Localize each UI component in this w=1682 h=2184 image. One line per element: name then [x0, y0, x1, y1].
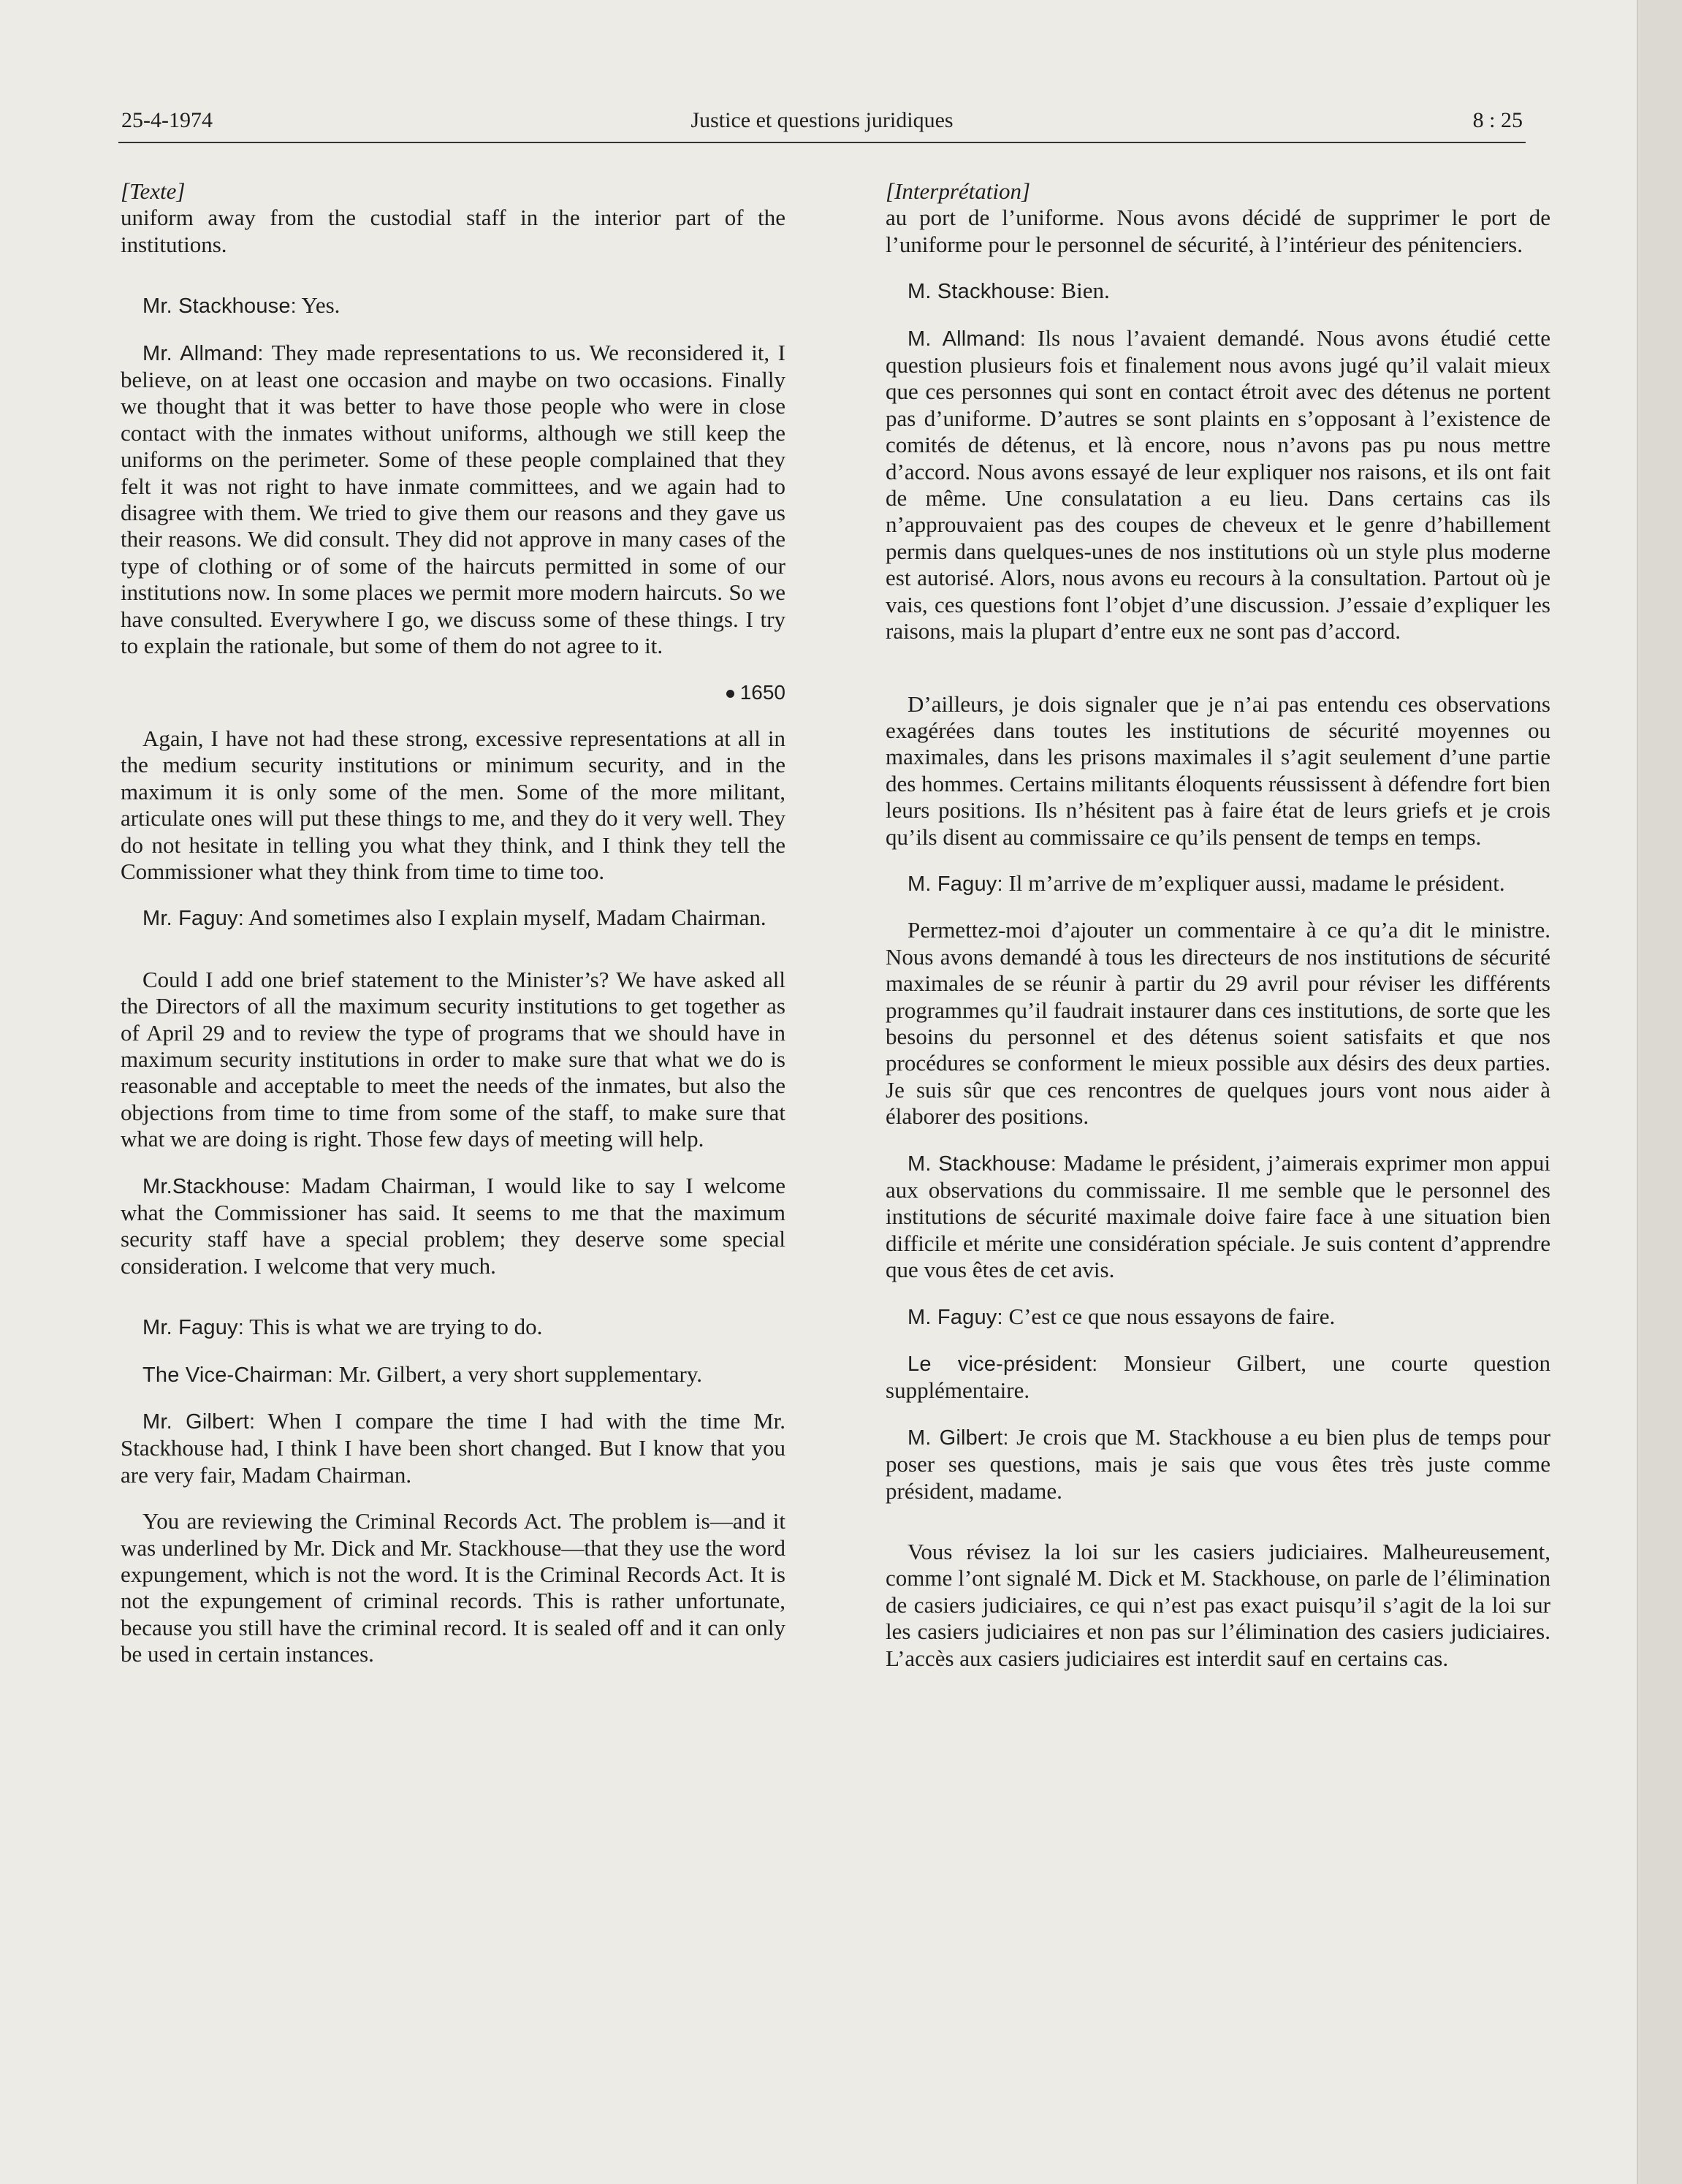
column-label: [Texte]	[121, 178, 186, 204]
header-page-number: 8 : 25	[1472, 108, 1523, 132]
speaker-name: Mr. Allmand:	[142, 341, 264, 365]
running-header	[118, 101, 1526, 143]
speech-text: Yes.	[296, 292, 340, 319]
speech-text: Mr. Gilbert, a very short supplementary.	[332, 1361, 703, 1387]
column-label: [Interprétation]	[886, 178, 1031, 204]
speech-text: Monsieur Gilbert, une courte question supplémentaire.	[886, 1350, 1550, 1404]
speaker-name: M. Faguy:	[907, 1305, 1003, 1329]
paragraph	[121, 1173, 785, 1280]
paragraph: Permettez-moi d’ajouter un commentaire à ce qu’a dit le ministre. Nous avons demandé à tous les directeurs de nos institutions de sécurité maximales de se réunir à partir du 29 avril pour réviser les différents programmes qu’il faudrait instaurer dans ces institutions, de sorte que les besoins du personnel et des détenus soient satisfaits et que nos procédures se conforment le mieux possible aux désirs des deux parties. Je suis sûr que ces rencontres de quelques jours vont nous aider à élaborer des positions.	[886, 917, 1550, 1130]
header-date: 25-4-1974	[121, 108, 213, 132]
paragraph	[121, 292, 785, 319]
speaker-name: Mr. Faguy:	[142, 907, 244, 931]
speaker-name: Le vice-président:	[907, 1352, 1098, 1377]
speaker-name: M. Stackhouse:	[907, 1152, 1057, 1176]
paragraph: uniform away from the custodial staff in the interior part of the institutions.	[121, 205, 785, 257]
speaker-name: Mr. Faguy:	[142, 1316, 244, 1340]
paragraph	[886, 870, 1550, 897]
speaker-name: M. Allmand:	[907, 327, 1026, 351]
speaker-name: Mr.Stackhouse:	[142, 1174, 291, 1198]
english-column	[121, 178, 785, 1688]
paragraph	[886, 1424, 1550, 1504]
bullet-icon	[726, 690, 734, 698]
speech-text: And sometimes also I explain myself, Madam Chairman.	[244, 905, 766, 931]
page-edge	[1637, 0, 1682, 2184]
paragraph	[886, 1304, 1550, 1331]
timestamp-value: 1650	[739, 680, 785, 704]
speaker-name: M. Faguy:	[907, 872, 1003, 896]
paragraph	[886, 325, 1550, 645]
speech-text: This is what we are trying to do.	[244, 1314, 543, 1340]
speech-text: They made representations to us. We reconsidered it, I believe, on at least one occasion and maybe on two occasions. Finally we thought that it was better to have those people who were in close contact with the inmates without uniforms, although we still keep the uniforms on the perimeter. Some of these people complained that they felt it was not right to have inmate committees, and we again had to disagree with them. We tried to give them our reasons and they gave us their reasons. We did consult. They did not approve in many cases of the type of clothing or of some of the haircuts permitted in some of our institutions now. In some places we permit more modern haircuts. So we have consulted. Everywhere I go, we discuss some of these things. I try to explain the rationale, but some of them do not agree to it.	[121, 339, 785, 659]
paragraph	[121, 1408, 785, 1488]
speech-text: Il m’arrive de m’expliquer aussi, madame le président.	[1002, 870, 1505, 896]
timestamp	[121, 680, 785, 706]
paragraph: au port de l’uniforme. Nous avons décidé de supprimer le port de l’uniforme pour le personnel de sécurité, à l’intérieur des pénitenciers.	[886, 205, 1550, 257]
paragraph: You are reviewing the Criminal Records Act. The problem is—and it was underlined by Mr. Dick and Mr. Stackhouse—that they use the word expungement, which is not the word. It is the Criminal Records Act. It is not the expungement of criminal records. This is rather unfortunate, because you still have the criminal record. It is sealed off and it can only be used in certain instances.	[121, 1508, 785, 1667]
paragraph: Vous révisez la loi sur les casiers judiciaires. Malheureusement, comme l’ont signalé M. Dick et M. Stackhouse, on parle de l’élimination de casiers judiciaires, ce qui n’est pas exact puisqu’il s’agit de la loi sur les casiers judiciaires et non pas sur l’élimination des casiers judiciaires. L’accès aux casiers judiciaires est interdit sauf en certains cas.	[886, 1539, 1550, 1671]
speaker-name: The Vice-Chairman:	[142, 1363, 333, 1387]
paragraph	[886, 278, 1550, 305]
paragraph	[121, 1361, 785, 1388]
speech-text: When I compare the time I had with the time Mr. Stackhouse had, I think I have been short changed. But I know that you are very fair, Madam Chairman.	[121, 1408, 785, 1488]
paragraph	[121, 1314, 785, 1341]
speaker-name: Mr. Stackhouse:	[142, 294, 297, 319]
paragraph: Again, I have not had these strong, excessive representations at all in the medium security institutions or minimum security, and in the maximum it is only some of the men. Some of the more militant, articulate ones will put these things to me, and they do it very well. They do not hesitate in telling you what they think, and I think they tell the Commissioner what they think from time to time too.	[121, 725, 785, 884]
speech-text: Madam Chairman, I would like to say I welcome what the Commissioner has said. It seems to me that the maximum security staff have a special problem; they deserve some special consideration. I welcome that very much.	[121, 1172, 785, 1279]
paragraph	[121, 905, 785, 932]
paragraph	[886, 1350, 1550, 1404]
speech-text: Madame le président, j’aimerais exprimer mon appui aux observations du commissaire. Il me semble que le personnel des institutions de sécurité maximale doive faire face à une situation bien difficile et mérite une considération spéciale. Je suis content d’apprendre que vous êtes de cet avis.	[886, 1149, 1551, 1283]
paragraph	[121, 340, 785, 660]
paragraph: D’ailleurs, je dois signaler que je n’ai pas entendu ces observations exagérées dans toutes les institutions de sécurité moyennes ou maximales, dans les prisons maximales il s’agit seulement d’une partie des hommes. Certains militants éloquents réussissent à défendre fort bien leurs positions. Ils n’hésitent pas à faire état de leurs griefs et je crois qu’ils disent au commissaire ce qu’ils pensent de temps en temps.	[886, 690, 1550, 850]
paragraph: Could I add one brief statement to the Minister’s? We have asked all the Directors of all the maximum security institutions to get together as of April 29 and to review the type of programs that we should have in maximum security institutions in order to make sure that what we do is reasonable and acceptable to meet the needs of the inmates, but also the objections from time to time from some of the staff, to make sure that what we are doing is right. Those few days of meeting will help.	[121, 966, 785, 1152]
header-title: Justice et questions juridiques	[690, 108, 954, 132]
speaker-name: M. Stackhouse:	[907, 280, 1056, 304]
paragraph	[886, 1150, 1550, 1284]
speaker-name: Mr. Gilbert:	[142, 1410, 256, 1434]
french-column	[886, 178, 1550, 1692]
speech-text: Je crois que M. Stackhouse a eu bien plus de temps pour poser ses questions, mais je sais que vous êtes très juste comme président, madame.	[886, 1423, 1550, 1504]
speech-text: C’est ce que nous essayons de faire.	[1002, 1303, 1336, 1329]
speech-text: Bien.	[1055, 278, 1110, 304]
speaker-name: M. Gilbert:	[907, 1426, 1009, 1450]
speech-text: Ils nous l’avaient demandé. Nous avons étudié cette question plusieurs fois et finalement nous avons jugé qu’il valait mieux que ces personnes qui sont en contact étroit avec des détenus ne portent pas d’uniforme. D’autres se sont plaints en s’opposant à l’existence de comités de détenus, et là encore, nous n’avons pas pu nous mettre d’accord. Nous avons essayé de leur expliquer nos raisons, et ils ont fait de même. Une consulatation a eu lieu. Dans certains cas ils n’approuvaient pas des coupes de cheveux et le genre d’habillement permis dans quelques-unes de nos institutions où un style plus moderne est autorisé. Alors, nous avons eu recours à la consultation. Partout où je vais, ces questions font l’objet d’une discussion. J’essaie d’expliquer les raisons, mais la plupart d’entre eux ne sont pas d’accord.	[886, 324, 1550, 644]
